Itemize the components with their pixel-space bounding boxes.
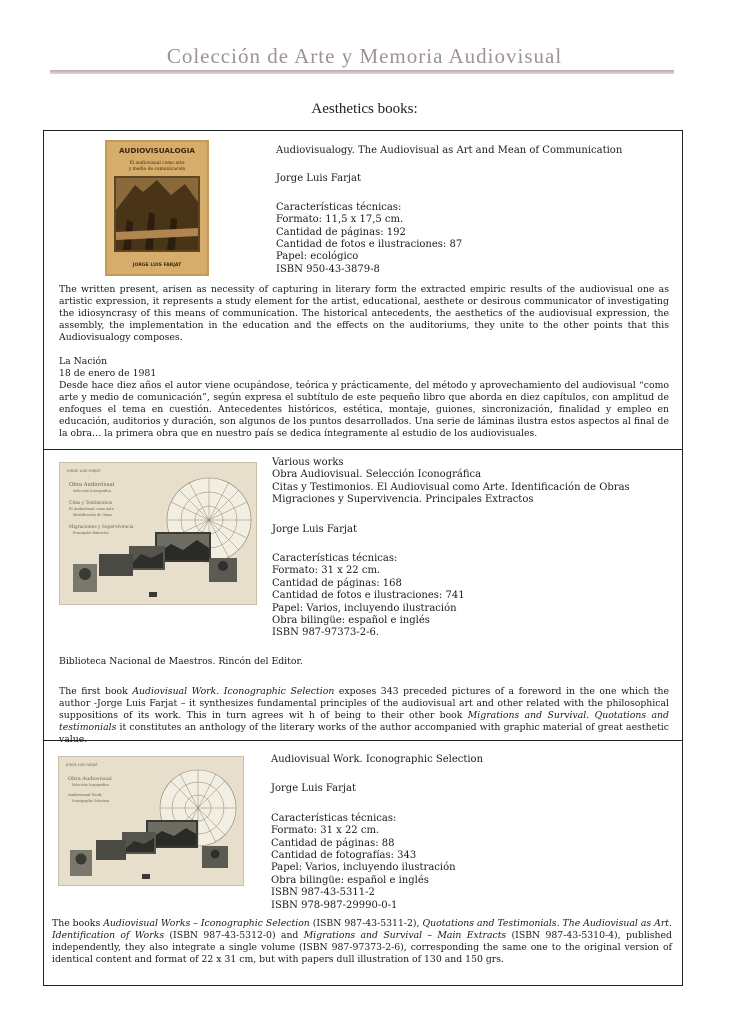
book-title: Audiovisualogy. The Audiovisual as Art and Mean of Communication [276,145,623,156]
book-author: Jorge Luis Farjat [271,783,356,795]
cover-author: JORGE LUIS FARJAT [66,763,98,767]
cover-author: JORGE LUIS FARJAT [67,469,101,473]
spec-line: Cantidad de fotos e ilustraciones: 87 [276,239,463,251]
book-line: Citas y Testimonios. El Audiovisual como Arte. Identificación de Obras [272,481,630,493]
row-divider [43,449,683,450]
spec-line: Papel: ecológico [276,251,359,263]
cover-line: Obra Audiovisual [69,482,115,488]
book-2-description [59,656,669,746]
cover-subtitle: y medio de comunicación [128,167,186,172]
description-text: The first book Audiovisual Work. Iconographic Selection exposes 343 preceded pictures of a foreword in the one which the author -Jorge Luis Farjat – it synthesizes fundamental principles of the audiovisual art and other related with the philosophical suppositions of its work. This in turn agrees wit h of being to their other book Migrations and Survival. Quotations and testimonials it constitutes an anthology of the literary works of the author accompanied with graphic material of great aesthetic value. [59,686,669,745]
cover-line: Identificación de Obras [73,513,113,517]
spec-line: Papel: Varios, incluyendo ilustración [271,862,456,874]
spec-line: Cantidad de fotografías: 343 [271,850,417,862]
spec-line: Características técnicas: [276,201,402,213]
spec-line: Cantidad de fotos e ilustraciones: 741 [272,590,465,602]
spec-line: ISBN 987-43-5311-2 [271,887,375,899]
page-header-title: Colección de Arte y Memoria Audiovisual [166,44,563,68]
cover-line: Obra Audiovisual [68,776,112,782]
cover-line: El Audiovisual como Arte [69,507,114,511]
spec-line: Características técnicas: [271,812,397,824]
header-rule [50,70,674,74]
book-line: Various works [272,457,344,468]
book-title: Audiovisual Work. Iconographic Selection [271,754,484,765]
book-author: Jorge Luis Farjat [272,523,357,535]
book-author: Jorge Luis Farjat [276,173,361,185]
cover-line: Citas y Testimonios [69,501,113,506]
spec-line: Obra bilingüe: español e inglés [271,874,429,886]
spec-line: Características técnicas: [272,553,398,565]
book-line: Migraciones y Supervivencia. Principales Extractos [272,494,534,506]
spec-line: ISBN 950-43-3879-8 [276,263,380,275]
review-text: Desde hace diez años el autor viene ocupándose, teórica y prácticamente, del método y aprovechamiento del audiovisual “como arte y medio de comunicación”, según expresa el subtítulo de este pequeño libro que aborda en diez capítulos, con amplitud de enfoques el tema en cuestión. Antecedentes históricos, estética, montaje, guiones, sincronización, finalidad y empleo en educación, auditorios y duración, son algunos de los puntos desarrollados. Una serie de láminas ilustra estos aspectos al final de la obra… la primera obra que en nuestro país se dedica íntegramente al estudio de los audiovisuales. [59,380,669,439]
book-1-description [59,284,669,440]
cover-title: AUDIOVISUALOGIA [118,146,196,155]
book-cover-iconographic-selection [58,756,244,886]
spec-line: Cantidad de páginas: 88 [271,837,395,849]
cover-author: JORGE LUIS FARJAT [132,263,182,268]
review-source: La Nación [59,356,108,367]
book-1-info [276,145,622,276]
cover-line: Iconographic Selection [72,799,110,803]
book-line: Obra Audiovisual. Selección Iconográfica [272,469,482,481]
description-text: The written present, arisen as necessity of capturing in literary form the extracted empiric results of the audiovisual one as artistic expression, it represents a study element for the artist, educational, aesthete or desirous communicator of investigating the idiosyncrasy of this means of communication. The historical antecedents, the aesthetics of the audiovisual expression, the assembly, the implementation in the education and the effects on the auditoriums, they unite to the other points that this Audiovisualogy composes. [59,284,669,343]
cover-line: Selección Iconográfica [72,783,109,787]
section-heading: Aesthetics books: [311,101,418,117]
cover-line: Audiovisual Work [68,792,102,797]
spec-line: ISBN 987-97373-2-6. [272,627,380,639]
description-text: The books Audiovisual Works – Iconographic Selection (ISBN 987-43-5311-2), Quotations and Testimonials. The Audiovisual as Art. Identification of Works (ISBN 987-43-5312-0) and Migrations and Survival – Main Extracts (ISBN 987-43-5310-4), published independently, they also integrate a single volume (ISBN 987-97373-2-6), corresponding the same one to the original version of identical content and format of 22 x 31 cm, but with papers dull illustration of 130 and 150 grs. [52,918,672,965]
spec-line: Formato: 31 x 22 cm. [272,565,381,577]
cover-line: Selección Iconográfica [73,489,112,493]
book-3-description [52,918,672,966]
cover-subtitle: El audiovisual como arte [129,161,185,166]
spec-line: Formato: 31 x 22 cm. [271,825,380,837]
spec-line: ISBN 978-987-29990-0-1 [271,899,398,911]
spec-line: Formato: 11,5 x 17,5 cm. [276,214,404,226]
library-note: Biblioteca Nacional de Maestros. Rincón del Editor. [59,656,303,667]
spec-line: Obra bilingüe: español e inglés [272,615,430,627]
spec-line: Cantidad de páginas: 168 [272,577,402,589]
book-3-info [271,754,483,912]
cover-line: Migraciones y Supervivencia [69,525,134,530]
cover-line: Principales Extractos [73,531,109,535]
review-date: 18 de enero de 1981 [59,368,157,379]
book-cover-audiovisualogia [105,140,209,276]
spec-line: Cantidad de páginas: 192 [276,226,406,238]
book-2-info [272,457,630,640]
book-cover-various-works [59,462,257,605]
spec-line: Papel: Varios, incluyendo ilustración [272,602,457,614]
